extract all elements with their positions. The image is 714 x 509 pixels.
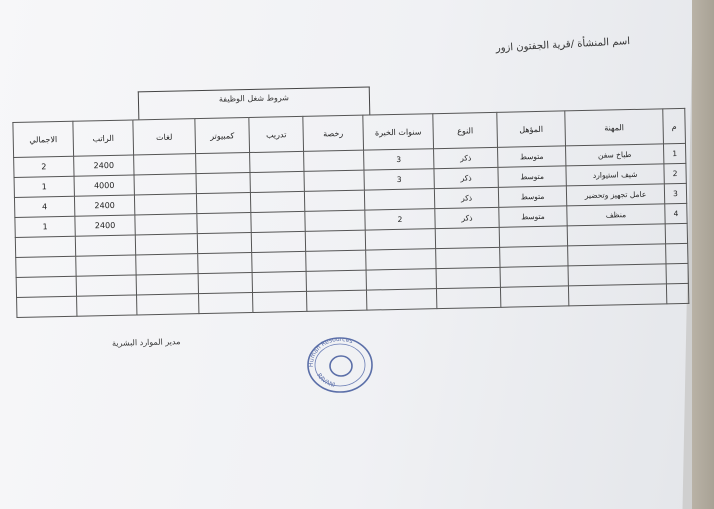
table-cell	[568, 264, 666, 286]
table-cell	[17, 296, 77, 317]
table-cell	[250, 191, 304, 212]
table-cell	[364, 189, 434, 210]
table-cell	[136, 254, 198, 275]
table-cell	[500, 286, 568, 307]
table-cell	[76, 275, 136, 296]
table-cell	[196, 173, 250, 194]
table-cell	[76, 255, 136, 276]
table-cell	[365, 229, 435, 250]
table-cell: 1	[15, 216, 75, 237]
jobs-table-container	[12, 90, 690, 314]
table-cell	[306, 270, 366, 291]
table-cell	[665, 223, 687, 243]
table-cell	[366, 249, 436, 270]
column-header: الاجمالي	[13, 121, 74, 157]
job-conditions-group-header: شروط شغل الوظيفة	[138, 87, 371, 120]
table-cell: ذكر	[434, 167, 498, 188]
column-header: المهنة	[565, 109, 664, 146]
table-cell: 2400	[74, 155, 134, 176]
establishment-name: اسم المنشأة /قرية الجفتون ازور	[495, 36, 631, 55]
table-cell	[199, 293, 253, 314]
table-cell: ذكر	[434, 187, 498, 208]
table-cell	[251, 211, 305, 232]
table-cell	[306, 250, 366, 271]
table-cell: عامل تجهيز وتحضير	[566, 184, 664, 206]
table-cell: 1	[14, 176, 74, 197]
table-cell	[666, 263, 688, 283]
table-cell	[253, 291, 307, 312]
table-cell	[252, 251, 306, 272]
table-cell	[134, 174, 196, 195]
hr-stamp	[303, 333, 377, 395]
table-cell	[16, 276, 76, 297]
table-cell	[366, 269, 436, 290]
table-cell	[305, 210, 365, 231]
jobs-table	[12, 108, 689, 318]
table-cell	[137, 294, 199, 315]
table-cell: 3	[364, 149, 434, 170]
table-cell	[366, 289, 436, 310]
table-cell: 2	[365, 209, 435, 230]
table-cell	[436, 247, 500, 268]
table-body	[14, 143, 689, 317]
table-cell: متوسط	[498, 186, 566, 207]
table-cell	[499, 226, 567, 247]
table-cell	[251, 231, 305, 252]
column-header: سنوات الخبرة	[363, 114, 434, 150]
column-header: النوع	[433, 112, 498, 148]
table-cell: شيف استيوارد	[566, 164, 664, 186]
table-cell: 2400	[75, 215, 135, 236]
table-cell: منظف	[567, 204, 665, 226]
table-cell	[250, 171, 304, 192]
table-cell	[568, 284, 666, 306]
table-cell	[304, 170, 364, 191]
table-cell	[500, 246, 568, 267]
table-cell	[306, 290, 366, 311]
table-cell	[196, 153, 250, 174]
column-header: الراتب	[73, 120, 134, 156]
table-cell: 2	[664, 163, 686, 183]
table-cell	[135, 234, 197, 255]
table-cell: طباخ سفن	[565, 144, 663, 166]
table-cell	[435, 227, 499, 248]
table-cell: متوسط	[498, 166, 566, 187]
table-cell	[198, 273, 252, 294]
table-cell	[567, 224, 665, 246]
table-cell	[436, 267, 500, 288]
table-cell	[135, 214, 197, 235]
table-cell	[134, 194, 196, 215]
table-cell	[77, 295, 137, 316]
column-header: المؤهل	[497, 111, 566, 147]
table-cell	[304, 190, 364, 211]
table-cell	[134, 154, 196, 175]
column-header: لغات	[133, 119, 196, 155]
table-cell: ذكر	[434, 147, 498, 168]
background-edge	[692, 0, 714, 509]
column-header: رخصة	[303, 115, 364, 151]
table-cell: 2	[14, 156, 74, 177]
table-cell	[252, 271, 306, 292]
table-cell: 4	[14, 196, 74, 217]
table-cell	[15, 236, 75, 257]
table-cell: متوسط	[498, 146, 566, 167]
table-cell: 2400	[74, 195, 134, 216]
table-cell	[75, 235, 135, 256]
table-cell: 3	[664, 183, 686, 203]
table-cell	[305, 230, 365, 251]
table-cell	[197, 213, 251, 234]
table-cell	[250, 151, 304, 172]
table-cell: 4000	[74, 175, 134, 196]
table-cell	[666, 243, 688, 263]
column-header: تدريب	[249, 116, 304, 152]
table-cell	[436, 287, 500, 308]
table-cell: متوسط	[499, 206, 567, 227]
table-cell: ذكر	[435, 207, 499, 228]
table-cell	[197, 233, 251, 254]
table-cell	[666, 283, 688, 303]
table-cell	[568, 244, 666, 266]
stamp-bottom-text: RAVANI	[315, 372, 336, 389]
svg-text:RAVANI	[315, 372, 336, 389]
column-header: م	[663, 108, 686, 143]
table-cell	[196, 193, 250, 214]
stamp-top-text: Human Resources	[307, 335, 354, 368]
table-cell	[136, 274, 198, 295]
table-cell: 4	[665, 203, 687, 223]
table-cell	[16, 256, 76, 277]
table-cell	[304, 150, 364, 171]
table-cell: 1	[663, 143, 685, 163]
table-cell	[198, 253, 252, 274]
table-cell: 3	[364, 169, 434, 190]
table-cell	[500, 266, 568, 287]
column-header: كمبيوتر	[195, 118, 250, 154]
hr-manager-signature-label: مدير الموارد البشرية	[111, 337, 181, 348]
